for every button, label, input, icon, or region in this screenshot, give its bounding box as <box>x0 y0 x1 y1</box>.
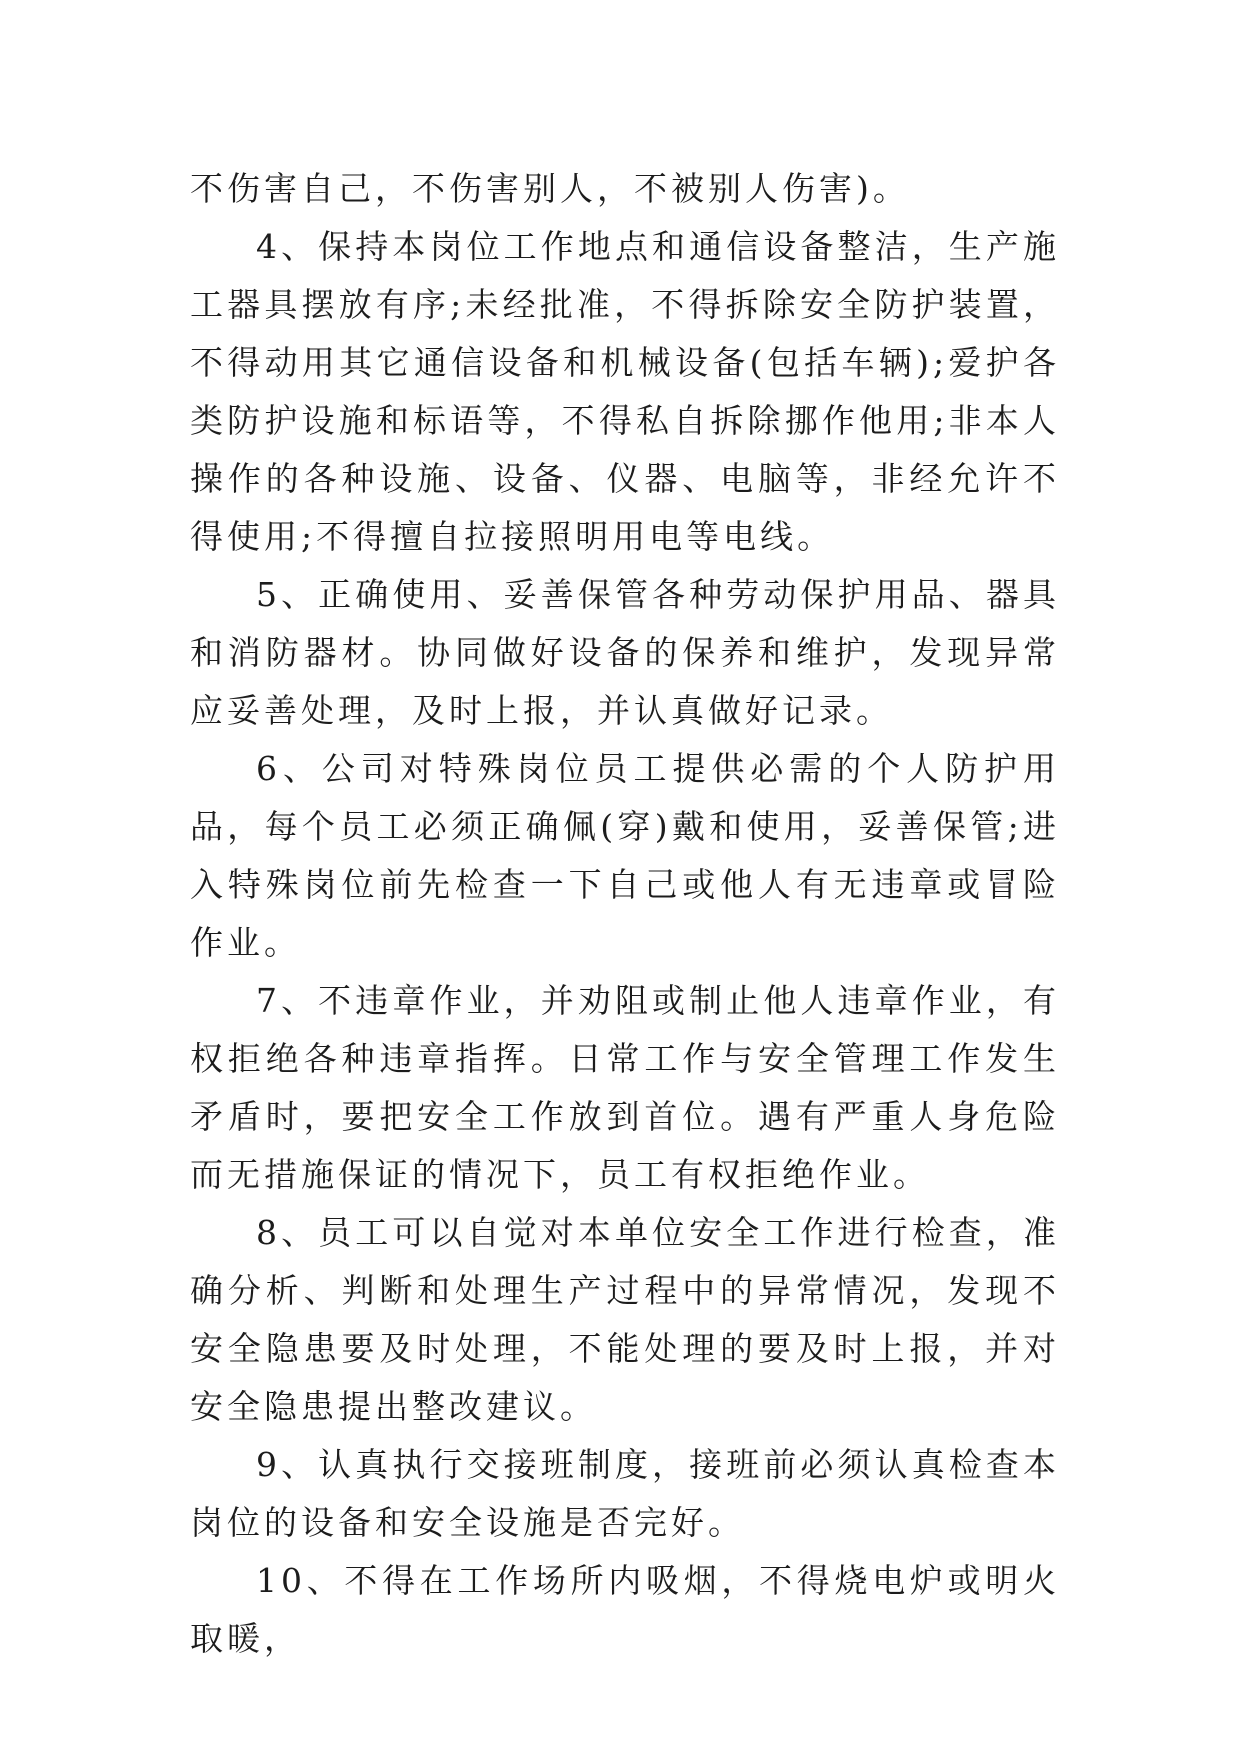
paragraph-item-6: 6、公司对特殊岗位员工提供必需的个人防护用品，每个员工必须正确佩(穿)戴和使用，妥善保管;进入特殊岗位前先检查一下自己或他人有无违章或冒险作业。 <box>190 749 1060 962</box>
paragraph-item-10: 10、不得在工作场所内吸烟，不得烧电炉或明火取暖， <box>190 1561 1060 1658</box>
paragraph-item-4: 4、保持本岗位工作地点和通信设备整洁，生产施工器具摆放有序;未经批准，不得拆除安全防护装置，不得动用其它通信设备和机械设备(包括车辆);爱护各类防护设施和标语等，不得私自拆除挪作他用;非本人操作的各种设施、设备、仪器、电脑等，非经允许不得使用;不得擅自拉接照明用电等电线。 <box>190 227 1060 556</box>
paragraph-item-7: 7、不违章作业，并劝阻或制止他人违章作业，有权拒绝各种违章指挥。日常工作与安全管理工作发生矛盾时，要把安全工作放到首位。遇有严重人身危险而无措施保证的情况下，员工有权拒绝作业。 <box>190 981 1060 1194</box>
paragraph-continuation: 不伤害自己，不伤害别人，不被别人伤害)。 <box>190 169 910 208</box>
paragraph-item-5: 5、正确使用、妥善保管各种劳动保护用品、器具和消防器材。协同做好设备的保养和维护，发现异常应妥善处理，及时上报，并认真做好记录。 <box>190 575 1060 730</box>
document-body <box>190 160 1060 1668</box>
paragraph-item-8: 8、员工可以自觉对本单位安全工作进行检查，准确分析、判断和处理生产过程中的异常情况，发现不安全隐患要及时处理，不能处理的要及时上报，并对安全隐患提出整改建议。 <box>190 1213 1060 1426</box>
paragraph-item-9: 9、认真执行交接班制度，接班前必须认真检查本岗位的设备和安全设施是否完好。 <box>190 1445 1060 1542</box>
